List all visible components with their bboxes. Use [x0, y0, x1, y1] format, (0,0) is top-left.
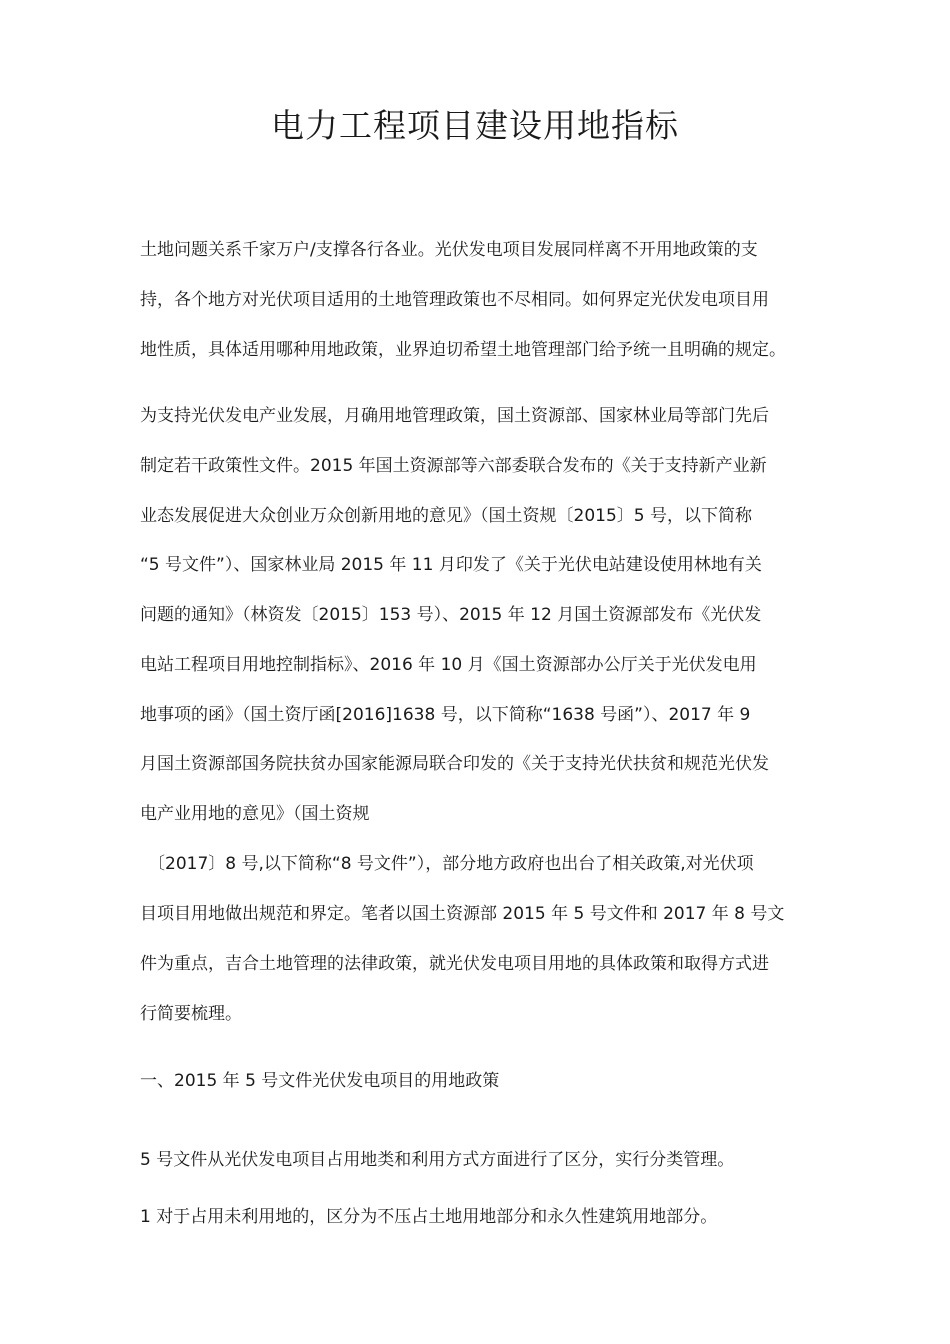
paragraph-line: 土地问题关系千家万户/支撑各行各业。光伏发电项目发展同样离不开用地政策的支	[140, 240, 758, 260]
paragraph-line: 持，各个地方对光伏项目适用的土地管理政策也不尽相同。如何界定光伏发电项目用	[140, 290, 769, 310]
paragraph-line: 件为重点，吉合土地管理的法律政策，就光伏发电项目用地的具体政策和取得方式进	[140, 954, 769, 974]
paragraph-line: 地性质，具体适用哪种用地政策，业界迫切希望土地管理部门给予统一且明确的规定。	[140, 340, 786, 360]
paragraph-line: 为支持光伏发电产业发展，月确用地管理政策，国土资源部、国家林业局等部门先后	[140, 406, 769, 426]
paragraph-line: 电站工程项目用地控制指标》、2016 年 10 月《国土资源部办公厅关于光伏发电用	[140, 655, 757, 675]
paragraph-line: “5 号文件”）、国家林业局 2015 年 11 月印发了《关于光伏电站建设使用林地有关	[140, 555, 762, 575]
paragraph-line: 1 对于占用未利用地的，区分为不压占土地用地部分和永久性建筑用地部分。	[140, 1207, 718, 1227]
paragraph-line: 5 号文件从光伏发电项目占用地类和利用方式方面进行了区分，实行分类管理。	[140, 1150, 735, 1170]
paragraph-line: 业态发展促进大众创业万众创新用地的意见》（国土资规〔2015〕5 号，以下简称	[140, 506, 752, 526]
paragraph-line: 行简要梳理。	[140, 1004, 242, 1024]
paragraph-line: 电产业用地的意见》（国土资规	[140, 804, 370, 824]
paragraph-line: 月国土资源部国务院扶贫办国家能源局联合印发的《关于支持光伏扶贫和规范光伏发	[140, 754, 769, 774]
section-heading: 一、2015 年 5 号文件光伏发电项目的用地政策	[140, 1071, 500, 1091]
paragraph-line: 目项目用地做出规范和界定。笔者以国土资源部 2015 年 5 号文件和 2017 年 8 号文	[140, 904, 785, 924]
paragraph-line: 制定若干政策性文件。2015 年国土资源部等六部委联合发布的《关于支持新产业新	[140, 456, 767, 476]
paragraph-line: 地事项的函》（国土资厅函[2016]1638 号，以下简称“1638 号函”）、2017 年 9	[140, 705, 751, 725]
paragraph-line: 问题的通知》（林资发〔2015〕153 号）、2015 年 12 月国土资源部发布《光伏发	[140, 605, 762, 625]
paragraph-line: 〔2017〕8 号,以下简称“8 号文件”），部分地方政府也出台了相关政策,对光伏项	[148, 854, 754, 874]
page-title: 电力工程项目建设用地指标	[271, 106, 679, 145]
